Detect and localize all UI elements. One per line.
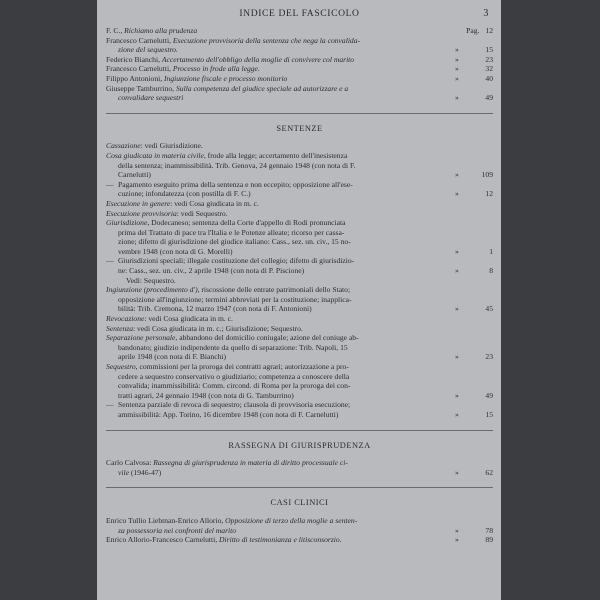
section-divider [106,487,493,488]
entry-line [106,45,451,55]
entry-title: Giurisdizione [106,218,148,228]
entry-title: Esecuzione provvisoria della sentenza che nega la convalida- [172,35,361,45]
entry-text: bilità: Trib. Cremona, 12 marzo 1947 (con nota di F. Antonioni) [118,304,312,314]
entry-line [106,372,451,382]
page-ref [453,352,493,362]
page-ref [453,391,493,401]
entry-title: Diritto di testimonianza e litisconsorzio [219,535,340,545]
index-entry [106,36,493,55]
entry-title: Ingiunzione (procedimento d') [106,285,198,295]
index-entry [106,64,493,74]
page-ref [453,247,493,257]
index-entry [106,55,493,65]
entry-line [106,516,451,526]
index-entry [106,26,493,36]
page-ref [453,468,493,478]
entry-line [106,36,451,46]
index-entry [106,276,493,286]
entry-text: Filippo Antonioni, [106,73,165,83]
entry-line [106,84,451,94]
casi-list [106,516,493,545]
dash-mark: — [106,400,114,410]
entry-text: Federico Bianchi, [106,54,162,64]
page-header [106,4,493,26]
index-entry [106,151,493,180]
entry-line [106,295,451,305]
leader-dot: » [455,93,459,103]
leader-dot: » [455,189,459,199]
section-divider [106,430,493,431]
page-ref [453,535,493,545]
entry-line [106,276,451,286]
page-number-ref: 1 [489,246,493,256]
index-entry [106,209,493,219]
index-entry [106,84,493,103]
entry-text: prima del Trattato di pace tra l'Italia e le Potenze alleate; ricorso per cassa- [118,227,345,237]
page-ref [453,74,493,84]
entry-text: Giurisdizioni speciali; illegale costituzione del collegio; difetto di giurisdizio- [118,256,355,266]
page-number-ref: 62 [485,467,493,477]
entry-text: , frode alla legge; accertamento dell'inesistenza [203,150,348,160]
entry-title: vile [118,467,129,477]
leader-dot: » [455,54,459,64]
entry-title: Esecuzione provvisoria [106,208,177,218]
leader-dot: » [455,304,459,314]
entry-title: Richiamo alla prudenza [124,26,198,35]
pag-label: Pag. [466,26,480,35]
page-number: 3 [483,8,489,19]
entry-line [106,247,451,257]
entry-text: , riscossione delle entrate patrimoniali dello Stato; [197,285,351,295]
page-number-ref: 49 [485,93,493,103]
entry-line [106,199,451,209]
index-entry [106,256,493,275]
entry-line [106,400,451,410]
entry-line [106,218,451,228]
entry-line [106,170,451,180]
entry-line [106,381,451,391]
entry-text: F. C., [106,26,125,35]
entry-text: : vedi Sequestro. [176,208,228,218]
entry-line [106,74,451,84]
entry-line [106,161,451,171]
entry-text: (1946-47) [128,467,162,477]
entry-title: zione del sequestro. [118,45,178,55]
leader-dot: » [455,246,459,256]
entry-text: aprile 1948 (con nota di F. Bianchi) [118,352,226,362]
entry-line [106,362,451,372]
entry-line [106,352,451,362]
entry-title: Sentenza [106,323,133,333]
entry-line [106,391,451,401]
index-entry [106,516,493,535]
entry-title: Revocazione [106,314,145,324]
page-number-ref: 109 [481,170,493,180]
entry-text: Giuseppe Tamburrino, [106,83,176,93]
entry-line [106,324,451,334]
sentenze-list [106,141,493,419]
entry-line [106,151,451,161]
leader-dot: » [455,535,459,545]
entry-text: : vedi Cosa giudicata in m. c.; Giurisdizione; Sequestro. [133,323,303,333]
page-ref [453,45,493,55]
section-divider [106,113,493,114]
entry-line [106,343,451,353]
entry-line [106,333,451,343]
entry-title: Cassazione [106,141,141,151]
section-title-rassegna: RASSEGNA DI GIURISPRUDENZA [228,440,371,450]
entry-text: vembre 1948 (con nota di G. Morelli) [118,246,233,256]
leader-dot: » [455,73,459,83]
section-title-casi: CASI CLINICI [270,498,329,508]
page-ref [453,93,493,103]
entry-line [106,180,451,190]
entry-text: . [257,64,260,74]
leader-dot: » [455,352,459,362]
entry-line [106,141,451,151]
entry-title: Sulla competenza del giudice speciale ad autorizzare e a [175,83,349,93]
entry-line [106,189,451,199]
entry-text: tratti agrari, 24 gennaio 1948 (con nota di G. Tamburrino) [118,390,294,400]
entry-line [106,93,451,103]
page-number-ref: 12 [485,189,493,199]
page-ref [453,55,493,65]
page-ref [453,26,493,36]
index-page [97,0,501,600]
leader-dot: » [455,45,459,55]
leader-dot: » [455,467,459,477]
page-ref [453,304,493,314]
leader-dot: » [455,64,459,74]
page-number-ref: 15 [485,45,493,55]
index-entry [106,199,493,209]
index-entry [106,218,493,256]
entry-line [106,526,451,536]
entry-title: Ingiunzione fiscale e processo monitorio [164,73,288,83]
page-ref [453,189,493,199]
entry-title: Separazione personale [106,333,176,343]
rassegna-list [106,458,493,477]
entry-text: Francesco Carnelutti, [106,64,173,74]
entry-text: zione; difetto di giurisdizione del giudice italiano: Cass., sez. un. civ., 15 no- [118,237,351,247]
entry-line [106,55,451,65]
index-entry [106,333,493,362]
page-number-ref: 23 [485,352,493,362]
entry-text: , commissioni per la proroga dei contratti agrari; autorizzazione a pro- [135,362,349,371]
entry-title: Opposizione di terzo della moglie a senten- [225,515,358,525]
page-title: INDICE DEL FASCICOLO [239,8,360,19]
entry-text: Pagamento eseguito prima della sentenza e non eccepito; opposizione all'ese- [118,179,353,189]
entry-text: Enrico Tullio Liebman-Enrico Allorio, [106,515,226,525]
index-entry [106,285,493,314]
page-number-ref: 12 [485,26,493,35]
entry-line [106,535,451,545]
page-ref [453,170,493,180]
entry-line [106,237,451,247]
page-ref [453,64,493,74]
entry-line [106,314,451,324]
entry-title: Rassegna di giurisprudenza in materia di diritto processuale ci- [153,458,348,468]
entry-title: convalidare sequestri [118,93,184,103]
index-entry [106,362,493,400]
entry-text: , abbandono del domicilio coniugale; azione del coniuge ab- [175,333,359,343]
entry-text: convalida; inammissibilità: Comm. circond. di Roma per la proroga dei con- [118,381,351,391]
index-entry [106,314,493,324]
articles-list [106,26,493,103]
entry-line [106,228,451,238]
entry-title: Cosa giudicata in materia civile [106,150,204,160]
entry-text: della sentenza; inammissibilità. Trib. Genova, 24 gennaio 1948 (con nota di F. [118,160,356,170]
leader-dot: » [455,390,459,400]
index-entry [106,324,493,334]
entry-line [106,64,451,74]
entry-text: Francesco Carnelutti, [106,35,173,45]
index-entry [106,74,493,84]
entry-title: Processo in frode alla legge [172,64,258,74]
entry-title: za possessoria nei confronti del marito [118,525,237,535]
page-number-ref: 78 [485,525,493,535]
entry-text: bandonato; giudizio indipendente da quello di separazione: Trib. Napoli, 15 [118,342,348,352]
entry-text: ammissibilità: App. Torino, 16 dicembre 1948 (con nota di F. Carnelutti) [118,409,339,419]
index-entry [106,141,493,151]
page-ref [453,266,493,276]
leader-dot: » [455,266,459,276]
index-entry [106,535,493,545]
page-number-ref: 32 [485,64,493,74]
entry-text: Carnelutti) [118,170,151,180]
entry-line [106,26,451,36]
entry-title: Sequestro [106,362,136,371]
page-number-ref: 49 [485,390,493,400]
leader-dot: » [455,525,459,535]
entry-text: : vedi Cosa giudicata in m. c. [170,198,259,208]
entry-text: Sentenza parziale di revoca di sequestro; clausola di provvisoria esecuzione; [118,400,351,410]
page-number-ref: 40 [485,73,493,83]
entry-text: . [339,535,342,545]
entry-line [106,468,451,478]
page-number-ref: 89 [485,535,493,545]
entry-text: ne: Cass., sez. un. civ., 2 aprile 1948 (con nota di P. Piscione) [118,266,305,276]
page-number-ref: 45 [485,304,493,314]
section-title-sentenze: SENTENZE [276,123,323,133]
index-entry [106,400,493,419]
entry-text: : vedi Giurisdizione. [140,141,203,151]
entry-line [106,256,451,266]
entry-line [106,410,451,420]
page-number-ref: 15 [485,409,493,419]
entry-line [106,285,451,295]
entry-text: Enrico Allorio-Francesco Carnelutti, [106,535,220,545]
dash-mark: — [106,179,114,189]
entry-text: : vedi Cosa giudicata in m. c. [144,314,233,324]
entry-title: Esecuzione in genere [106,198,171,208]
leader-dot: » [455,170,459,180]
entry-text: Vedi: Sequestro. [126,275,176,285]
page-number-ref: 8 [489,266,493,276]
entry-text: , Dodecaneso; sentenza della Corte d'appello di Rodi pronunciata [147,218,346,228]
page-number-ref: 23 [485,54,493,64]
page-ref [453,526,493,536]
entry-text: Carlo Calvosa: [106,458,154,468]
index-entry [106,180,493,199]
entry-text: opposizione all'ingiunzione; termini abbreviati per la costituzione; inapplica- [118,294,352,304]
entry-text: cedere a sequestro conservativo o giudiziario; competenza a conoscere della [118,371,350,381]
entry-line [106,209,451,219]
leader-dot: » [455,409,459,419]
page-ref [453,410,493,420]
index-entry [106,458,493,477]
entry-line [106,304,451,314]
entry-text: cuzione; infondatezza (con postilla di F. C.) [118,189,251,199]
entry-line [106,458,451,468]
entry-line [106,266,451,276]
entry-title: Accertamento dell'obbligo della moglie di convivere col marito [161,54,355,64]
dash-mark: — [106,256,114,266]
